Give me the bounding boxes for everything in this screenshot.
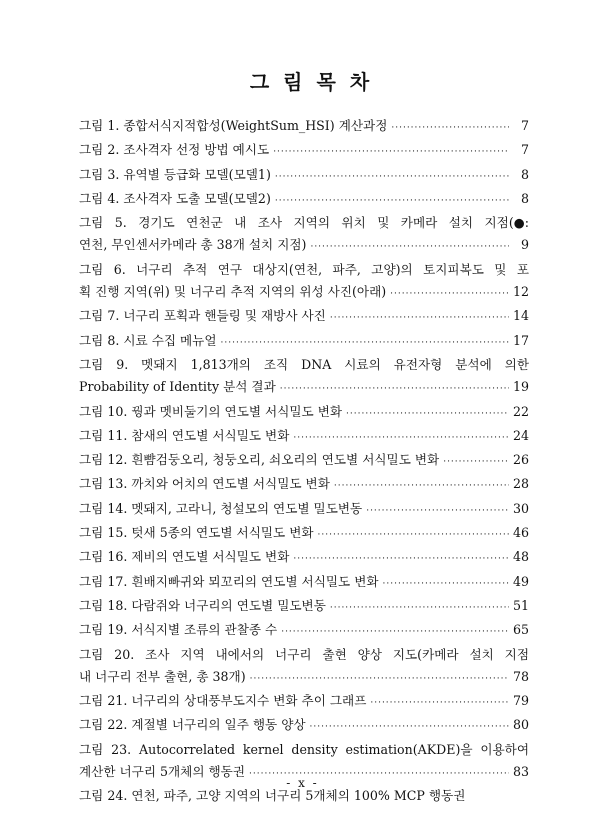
figure-entry-line — [79, 595, 529, 619]
figure-entry-line — [79, 619, 529, 643]
figure-entry-line — [79, 188, 529, 212]
figure-page-number: 51 — [512, 597, 529, 613]
figure-entry-line — [79, 522, 529, 546]
figure-entry-text: 그림 11. 참새의 연도별 서식밀도 변화 — [79, 427, 290, 443]
figure-entry-line — [79, 425, 529, 449]
figure-page-number: 30 — [512, 500, 529, 516]
figure-entry-line — [79, 330, 529, 354]
figure-entry-text: 그림 1. 종합서식지적합성(WeightSum_HSI) 계산과정 — [79, 118, 388, 133]
figure-entry — [79, 139, 529, 163]
figure-entry-text: 그림 20. 조사 지역 내에서의 너구리 출현 양상 지도(카메라 설치 지점 — [79, 646, 529, 662]
figure-entry — [79, 595, 529, 619]
figure-page-number: 48 — [512, 549, 529, 565]
figure-entry-text: 내 너구리 전부 출현, 총 38개) — [79, 668, 246, 684]
figure-entry-line — [79, 546, 529, 570]
figure-entry-text: 그림 6. 너구리 추적 연구 대상지(연천, 파주, 고양)의 토지피복도 및 포 — [79, 261, 529, 277]
dot-leader — [318, 524, 509, 546]
figure-entry — [79, 644, 529, 691]
figure-entry-text: 그림 7. 너구리 포획과 핸들링 및 재방사 사진 — [79, 308, 326, 324]
figure-entry-line — [79, 115, 529, 139]
figure-entry-text: Probability of Identity 분석 결과 — [79, 379, 276, 395]
figure-page-number: 79 — [512, 693, 529, 709]
figure-entry-line — [79, 571, 529, 595]
figure-entry — [79, 212, 529, 259]
figure-entry-line — [79, 139, 529, 163]
figure-page-number: 46 — [512, 525, 529, 541]
dot-leader — [310, 236, 509, 258]
figure-entry — [79, 571, 529, 595]
page-title: 그림목차 — [249, 70, 384, 94]
figure-entry-text: 그림 10. 꿩과 멧비둘기의 연도별 서식밀도 변화 — [79, 403, 343, 419]
figure-entry-line — [79, 644, 529, 666]
figure-page-number: 8 — [520, 166, 529, 182]
figure-entry-text: 그림 4. 조사격자 도출 모델(모델2) — [79, 190, 271, 206]
figure-entry — [79, 354, 529, 401]
figure-entry-line — [79, 164, 529, 188]
figure-entry-line — [79, 354, 529, 376]
figure-page-number: 17 — [512, 332, 529, 348]
figure-entry-text: 그림 23. Autocorrelated kernel density estimation(AKDE)을 이용하여 — [79, 741, 529, 757]
figure-entry-line — [79, 449, 529, 473]
dot-leader — [346, 403, 509, 425]
figure-entry — [79, 188, 529, 212]
figure-entry-line — [79, 376, 529, 400]
figure-entry — [79, 305, 529, 329]
dot-leader — [293, 427, 509, 449]
figure-entry-line — [79, 739, 529, 761]
figure-entry — [79, 546, 529, 570]
figure-entry — [79, 164, 529, 188]
figure-entry-text: 계산한 너구리 5개체의 행동권 — [79, 764, 246, 780]
figure-page-number: 24 — [512, 427, 529, 443]
figure-page-number: 65 — [512, 622, 529, 638]
figure-entry-text: 그림 13. 까치와 어치의 연도별 서식밀도 변화 — [79, 476, 330, 492]
figure-entry-text: 그림 22. 계절별 너구리의 일주 행동 양상 — [79, 717, 306, 733]
dot-leader — [281, 621, 509, 643]
figure-entry — [79, 259, 529, 306]
figure-entry-text: 그림 2. 조사격자 선정 방법 예시도 — [79, 142, 270, 158]
figure-entry — [79, 401, 529, 425]
figure-entry-line — [79, 473, 529, 497]
dot-leader — [370, 692, 509, 714]
figure-entry — [79, 473, 529, 497]
dot-leader — [390, 283, 509, 305]
figure-entry-text: 그림 8. 시료 수집 메뉴얼 — [79, 332, 217, 348]
figure-entry-line — [79, 281, 529, 305]
figure-entry-text: 그림 21. 너구리의 상대풍부도지수 변화 추이 그래프 — [79, 693, 367, 709]
figure-page-number: 22 — [512, 403, 529, 419]
figure-entry-line — [79, 234, 529, 258]
dot-leader — [221, 332, 509, 354]
figure-page-number: 8 — [520, 190, 529, 206]
figure-entry-line — [79, 259, 529, 281]
figure-entry-line — [79, 401, 529, 425]
figure-entry-text: 그림 18. 다람쥐와 너구리의 연도별 밀도변동 — [79, 597, 326, 613]
figure-page-number: 7 — [520, 118, 529, 133]
figure-page-number: 12 — [512, 284, 529, 300]
figure-entry — [79, 498, 529, 522]
figure-entry-text: 그림 9. 멧돼지 1,813개의 조직 DNA 시료의 유전자형 분석에 의한 — [79, 356, 529, 372]
figure-entry-text: 그림 12. 흰뺨검둥오리, 청둥오리, 쇠오리의 연도별 서식밀도 변화 — [79, 452, 440, 468]
figure-page-number: 14 — [512, 308, 529, 324]
figure-page-number: 80 — [512, 717, 529, 733]
figure-entry-text: 획 진행 지역(위) 및 너구리 추적 지역의 위성 사진(아래) — [79, 284, 387, 300]
figure-entry-line — [79, 305, 529, 329]
dot-leader — [330, 307, 509, 329]
dot-leader — [391, 117, 509, 139]
figure-entry-text: 그림 17. 흰배지빠귀와 뫼꼬리의 연도별 서식밀도 변화 — [79, 573, 379, 589]
figure-entry — [79, 522, 529, 546]
figure-entry-line — [79, 212, 529, 234]
dot-leader — [280, 378, 509, 400]
figure-entry — [79, 690, 529, 714]
figure-entry-line — [79, 666, 529, 690]
figure-entry-text: 그림 24. 연천, 파주, 고양 지역의 너구리 5개체의 100% MCP 행동권 — [79, 788, 466, 804]
figure-entry-text: 연천, 무인센서카메라 총 38개 설치 지점) — [79, 237, 307, 253]
dot-leader — [334, 475, 509, 497]
figure-page-number: 26 — [512, 452, 529, 468]
dot-leader — [310, 716, 509, 738]
figure-entry — [79, 115, 529, 139]
figure-entry-line — [79, 690, 529, 714]
figure-entry-text: 그림 3. 유역별 등급화 모델(모델1) — [79, 166, 271, 182]
figure-page-number: 49 — [512, 573, 529, 589]
page-number-footer: - x - — [286, 776, 319, 790]
figure-entry — [79, 619, 529, 643]
dot-leader — [273, 141, 509, 163]
figure-list — [79, 115, 529, 808]
figure-entry — [79, 449, 529, 473]
dot-leader — [366, 500, 509, 522]
figure-entry-text: 그림 5. 경기도 연천군 내 조사 지역의 위치 및 카메라 설치 지점(●: — [79, 215, 529, 231]
dot-leader — [330, 597, 509, 619]
dot-leader — [293, 548, 509, 570]
figure-page-number: 19 — [512, 379, 529, 395]
figure-entry-text: 그림 15. 텃새 5종의 연도별 서식밀도 변화 — [79, 525, 314, 541]
figure-entry-text: 그림 19. 서식지별 조류의 관찰종 수 — [79, 622, 278, 638]
figure-entry-text: 그림 14. 멧돼지, 고라니, 청설모의 연도별 밀도변동 — [79, 500, 363, 516]
figure-entry — [79, 714, 529, 738]
figure-entry-text: 그림 16. 제비의 연도별 서식밀도 변화 — [79, 549, 290, 565]
figure-page-number: 28 — [512, 476, 529, 492]
dot-leader — [443, 451, 509, 473]
figure-entry — [79, 330, 529, 354]
figure-page-number: 83 — [512, 764, 529, 780]
figure-entry — [79, 425, 529, 449]
figure-page-number: 78 — [512, 668, 529, 684]
figure-entry-line — [79, 498, 529, 522]
dot-leader — [250, 668, 509, 690]
figure-page-number: 7 — [520, 142, 529, 158]
dot-leader — [275, 190, 509, 212]
figure-entry-line — [79, 714, 529, 738]
dot-leader — [275, 166, 509, 188]
dot-leader — [383, 573, 509, 595]
figure-page-number: 9 — [520, 237, 529, 253]
